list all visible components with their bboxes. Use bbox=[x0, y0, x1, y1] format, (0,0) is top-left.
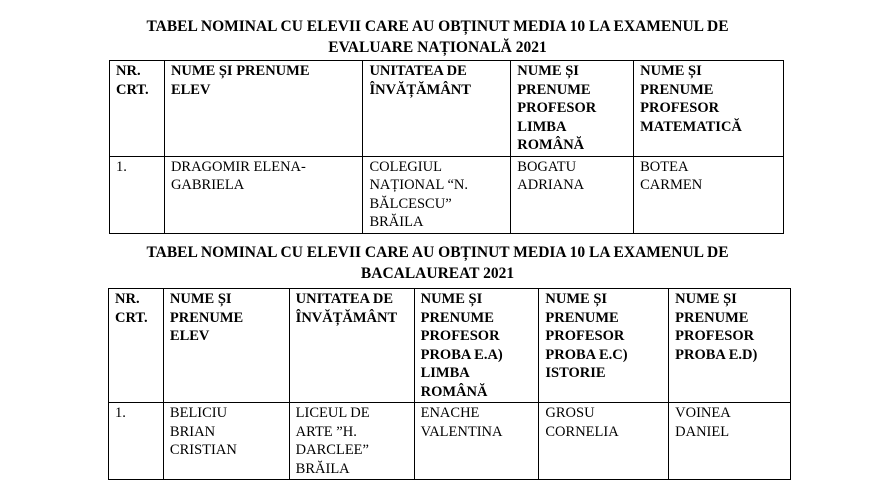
table-row bbox=[110, 156, 784, 233]
header-nume-elev: NUME ȘI PRENUME ELEV bbox=[163, 289, 289, 403]
cell-profesor-proba-ec: GROSU CORNELIA bbox=[539, 403, 669, 480]
header-unitate: UNITATEA DE ÎNVĂȚĂMÂNT bbox=[363, 61, 511, 157]
header-nr-crt: NR. CRT. bbox=[109, 289, 164, 403]
cell-profesor-romana: BOGATU ADRIANA bbox=[511, 156, 634, 233]
cell-profesor-proba-ed: VOINEA DANIEL bbox=[669, 403, 791, 480]
cell-nr: 1. bbox=[109, 403, 164, 480]
evaluare-table bbox=[109, 60, 784, 234]
cell-profesor-matematica: BOTEA CARMEN bbox=[634, 156, 784, 233]
header-profesor-proba-ea: NUME ȘI PRENUME PROFESOR PROBA E.A) LIMBA ROMÂNĂ bbox=[414, 289, 539, 403]
table-header-row bbox=[109, 289, 791, 403]
table-header-row bbox=[110, 61, 784, 157]
evaluare-title: TABEL NOMINAL CU ELEVII CARE AU OBȚINUT MEDIA 10 LA EXAMENUL DE EVALUARE NAȚIONALĂ 2021 bbox=[146, 18, 729, 56]
table-row bbox=[109, 403, 791, 480]
header-nr-crt: NR. CRT. bbox=[110, 61, 165, 157]
bacalaureat-title: TABEL NOMINAL CU ELEVII CARE AU OBȚINUT MEDIA 10 LA EXAMENUL DE BACALAUREAT 2021 bbox=[146, 244, 729, 282]
bacalaureat-table bbox=[108, 288, 791, 480]
cell-unitate: COLEGIUL NAȚIONAL “N. BĂLCESCU” BRĂILA bbox=[363, 156, 511, 233]
header-profesor-romana: NUME ȘI PRENUME PROFESOR LIMBA ROMÂNĂ bbox=[511, 61, 634, 157]
cell-unitate: LICEUL DE ARTE ”H. DARCLEE” BRĂILA bbox=[289, 403, 414, 480]
header-profesor-matematica: NUME ȘI PRENUME PROFESOR MATEMATICĂ bbox=[634, 61, 784, 157]
cell-profesor-proba-ea: ENACHE VALENTINA bbox=[414, 403, 539, 480]
header-profesor-proba-ed: NUME ȘI PRENUME PROFESOR PROBA E.D) bbox=[669, 289, 791, 403]
cell-elev: DRAGOMIR ELENA- GABRIELA bbox=[164, 156, 363, 233]
header-unitate: UNITATEA DE ÎNVĂȚĂMÂNT bbox=[289, 289, 414, 403]
header-nume-elev: NUME ȘI PRENUME ELEV bbox=[164, 61, 363, 157]
cell-elev: BELICIU BRIAN CRISTIAN bbox=[163, 403, 289, 480]
cell-nr: 1. bbox=[110, 156, 165, 233]
header-profesor-proba-ec: NUME ȘI PRENUME PROFESOR PROBA E.C) ISTORIE bbox=[539, 289, 669, 403]
